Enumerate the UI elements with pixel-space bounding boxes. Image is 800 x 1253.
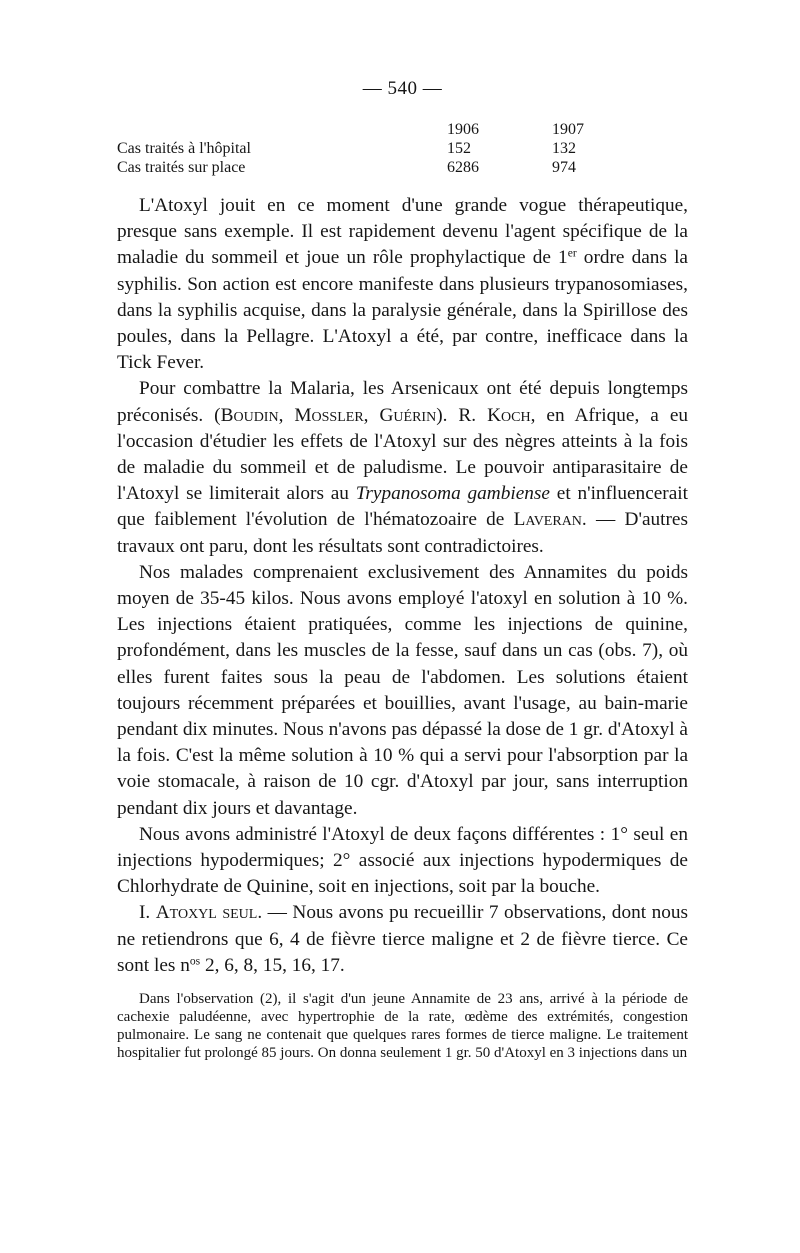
text-run: ordre dans la syphilis. Son action est encore manifeste dans plusieurs trypanosomiases, dans la syphilis acquise, dans la paralysie générale, dans la Spirillose des poules, dans la Pellagre. L'Atoxyl a été, par contre, inefficace dans la Tick Fever. [117, 247, 688, 374]
stats-row-sur-place [117, 158, 657, 177]
observation-note [117, 990, 688, 1062]
body-text [117, 193, 688, 979]
author-name: Laveran [513, 509, 582, 531]
superscript: er [567, 247, 577, 261]
text-run: , en Afrique, a eu l'occasion d'étudier les effets de l'Atoxyl sur des nègres atteints à la fois de maladie du sommeil et de paludisme. Le pouvoir antiparasitaire de l'Atoxyl se limiterait alors au [117, 404, 689, 505]
text-run: Pour combattre la Malaria, les Arsenicaux ont été depuis longtemps préconisés. ( [117, 378, 688, 426]
stats-value: 6286 [447, 159, 479, 176]
text-run: et n'influencerait que faiblement l'évolution de l'hématozoaire de [117, 483, 689, 531]
species-name: Trypanosoma gambiense [355, 483, 550, 505]
stats-header-row [117, 120, 657, 139]
author-name: Koch [487, 404, 531, 426]
text-run: . — D'autres travaux ont paru, dont les résultats sont contradictoires. [117, 509, 688, 557]
text-run: 2, 6, 8, 15, 16, 17. [200, 954, 345, 976]
section-heading: Atoxyl seul [155, 902, 258, 924]
paragraph-atoxyl-seul [117, 900, 688, 979]
stats-row-label: Cas traités sur place [117, 159, 246, 176]
year-1906: 1906 [447, 121, 479, 138]
stats-header-blank [117, 120, 447, 139]
observation-note-text: Dans l'observation (2), il s'agit d'un jeune Annamite de 23 ans, arrivé à la période de cachexie paludéenne, avec hypertrophie de la rate, œdème des extrémités, congestion pulmonaire. Le sang ne contenait que quelques rares formes de tierce maligne. Le traitement hospitalier fut prolongé 85 jours. On donna seulement 1 gr. 50 d'Atoxyl en 3 injections dans un [117, 991, 688, 1062]
stats-table [117, 120, 657, 177]
stats-value: 152 [447, 140, 471, 157]
author-name: Guérin [379, 404, 437, 426]
text-run: I. [139, 902, 156, 924]
superscript: os [189, 954, 201, 968]
text-run: L'Atoxyl jouit en ce moment d'une grande vogue thérapeutique, presque sans exemple. Il est rapidement devenu l'agent spécifique de la maladie du sommeil et joue un rôle prophylactique de 1 [117, 195, 688, 269]
page-number: — 540 — [362, 78, 443, 99]
stats-value: 974 [552, 159, 576, 176]
paragraph-patients: Nos malades comprenaient exclusivement des Annamites du poids moyen de 35-45 kilos. Nous avons employé l'atoxyl en solution à 10 %. Les injections étaient pratiquées, comme les injections de quinine, profondément, dans les muscles de la fesse, sauf dans un cas (obs. 7), où elles furent faites sous la peau de l'abdomen. Les solutions étaient toujours récemment préparées et bouillies, avant l'usage, au bain-marie pendant dix minutes. Nous n'avons pas dépassé la dose de 1 gr. d'Atoxyl à la fois. C'est la même solution à 10 % qui a servi pour l'absorption par la voie stomacale, à raison de 10 cgr. d'Atoxyl par jour, sans interruption pendant dix jours et davantage. [117, 561, 688, 819]
author-name: Mossler [294, 404, 364, 426]
text-run: . — Nous avons pu recueillir 7 observations, dont nous ne retiendrons que 6, 4 de fièvre tierce maligne et 2 de fièvre tierce. Ce sont les n [117, 902, 688, 976]
stats-value: 132 [552, 140, 576, 157]
stats-row-label: Cas traités à l'hôpital [117, 140, 251, 157]
text-run: ). R. [436, 404, 488, 426]
text-run: , [363, 404, 380, 426]
page [117, 78, 688, 1062]
paragraph-administration: Nous avons administré l'Atoxyl de deux façons différentes : 1° seul en injections hypodermiques; 2° associé aux injections hypodermiques de Chlorhydrate de Quinine, soit en injections, soit par la bouche. [117, 823, 688, 898]
paragraph-malaria [117, 376, 688, 559]
stats-row-hopital [117, 139, 657, 158]
year-1907: 1907 [552, 121, 584, 138]
paragraph-atoxyl-vogue [117, 193, 688, 376]
author-name: Boudin [220, 404, 279, 426]
text-run: , [278, 404, 295, 426]
